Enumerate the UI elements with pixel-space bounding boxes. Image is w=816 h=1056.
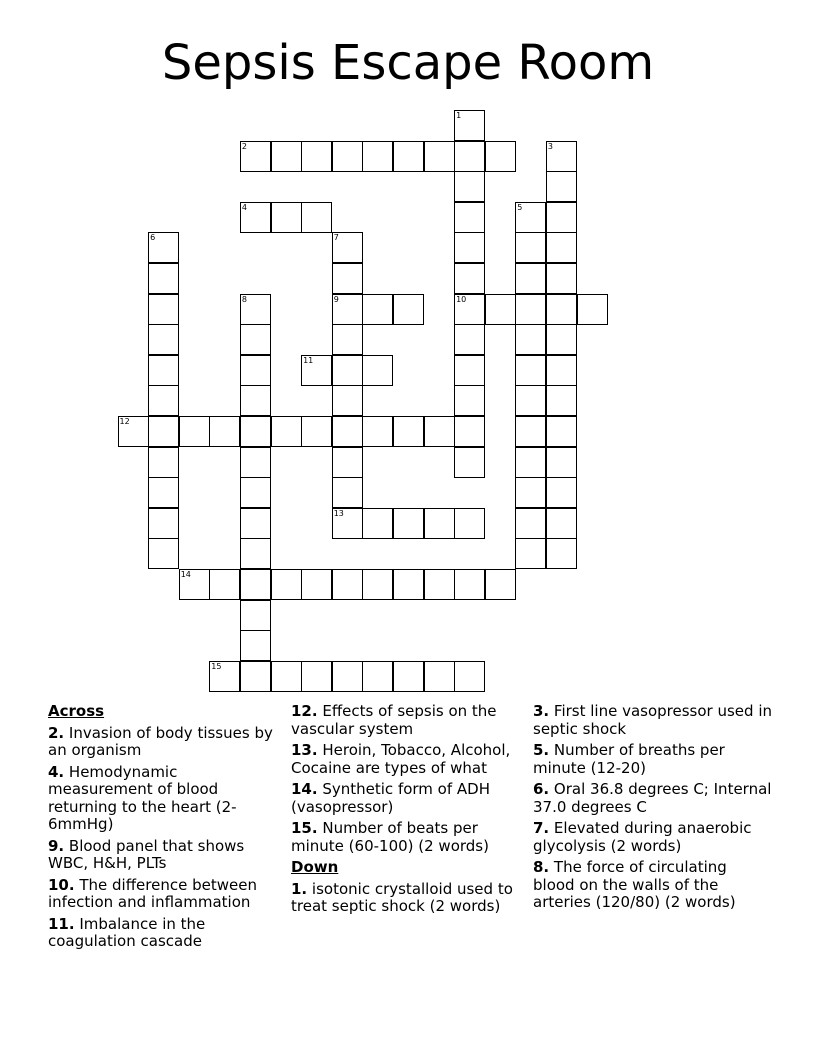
grid-cell[interactable] (424, 508, 455, 539)
grid-cell[interactable] (546, 324, 577, 355)
grid-cell[interactable] (454, 294, 485, 325)
grid-cell[interactable] (546, 385, 577, 416)
clue-number-label: 15 (211, 661, 222, 671)
grid-cell[interactable] (362, 416, 393, 447)
clue-text: Number of beats per minute (60-100) (2 words) (291, 819, 489, 855)
grid-cell[interactable] (515, 294, 546, 325)
grid-cell[interactable] (454, 141, 485, 172)
grid-cell[interactable] (485, 294, 516, 325)
clue-column-1 (48, 703, 280, 955)
grid-cell[interactable] (148, 232, 179, 263)
grid-cell[interactable] (454, 661, 485, 692)
grid-cell[interactable] (209, 569, 240, 600)
clue-number: 9. (48, 836, 65, 855)
clue-number-label: 9 (333, 294, 339, 304)
grid-cell[interactable] (515, 263, 546, 294)
grid-cell[interactable] (240, 447, 271, 478)
grid-cell[interactable] (546, 232, 577, 263)
grid-cell[interactable] (546, 447, 577, 478)
grid-cell[interactable] (332, 263, 363, 294)
clue-across-2 (48, 725, 280, 760)
clue-text: Synthetic form of ADH (vasopressor) (291, 780, 491, 816)
grid-cell[interactable] (332, 141, 363, 172)
clue-number-label: 7 (333, 233, 339, 243)
grid-cell[interactable] (332, 569, 363, 600)
clue-number: 1. (291, 879, 308, 898)
clue-down-6 (533, 781, 773, 816)
clue-text: First line vasopressor used in septic shock (533, 702, 773, 738)
grid-cell[interactable] (332, 385, 363, 416)
clue-number-label: 14 (180, 570, 191, 579)
grid-cell[interactable] (393, 569, 424, 600)
grid-cell[interactable] (240, 630, 271, 661)
grid-cell[interactable] (424, 141, 455, 172)
grid-cell[interactable] (240, 324, 271, 355)
grid-cell[interactable] (393, 508, 424, 539)
clue-number: 15. (291, 819, 318, 837)
clue-down-3 (533, 703, 773, 738)
grid-cell[interactable] (271, 569, 302, 600)
clue-text: Heroin, Tobacco, Alcohol, Cocaine are types of what (291, 741, 511, 777)
grid-cell[interactable] (362, 661, 393, 692)
clue-across-10 (48, 877, 280, 912)
grid-cell[interactable] (515, 385, 546, 416)
clue-number: 7. (533, 819, 550, 837)
grid-cell[interactable] (332, 508, 363, 539)
clue-column-2 (291, 703, 519, 920)
grid-cell[interactable] (393, 294, 424, 325)
grid-cell[interactable] (179, 416, 210, 447)
clue-number-label: 13 (333, 508, 344, 518)
grid-cell[interactable] (240, 569, 271, 600)
grid-cell[interactable] (148, 294, 179, 325)
grid-cell[interactable] (301, 569, 332, 600)
clue-down-7 (533, 820, 773, 855)
grid-cell[interactable] (454, 508, 485, 539)
grid-cell[interactable] (393, 416, 424, 447)
grid-cell[interactable] (118, 416, 149, 447)
grid-cell[interactable] (424, 661, 455, 692)
grid-cell[interactable] (454, 263, 485, 294)
clue-text: isotonic crystalloid used to treat septic shock (2 words) (291, 879, 513, 915)
clue-number: 2. (48, 723, 65, 742)
grid-cell[interactable] (240, 355, 271, 386)
grid-cell[interactable] (332, 232, 363, 263)
clue-text: Number of breaths per minute (12-20) (533, 741, 725, 777)
grid-cell[interactable] (546, 171, 577, 202)
clue-down-8 (533, 859, 773, 912)
clue-text: Imbalance in the coagulation cascade (48, 914, 206, 950)
clue-number-label: 11 (303, 355, 314, 365)
grid-cell[interactable] (454, 110, 485, 141)
grid-cell[interactable] (271, 141, 302, 172)
clue-across-11 (48, 916, 280, 951)
clue-number: 6. (533, 780, 550, 798)
grid-cell[interactable] (301, 416, 332, 447)
clue-number: 13. (291, 741, 318, 759)
grid-cell[interactable] (271, 202, 302, 233)
clue-text: Blood panel that shows WBC, H&H, PLTs (48, 836, 245, 872)
grid-cell[interactable] (515, 447, 546, 478)
grid-cell[interactable] (424, 569, 455, 600)
grid-cell[interactable] (546, 477, 577, 508)
grid-cell[interactable] (332, 661, 363, 692)
grid-cell[interactable] (148, 263, 179, 294)
grid-cell[interactable] (240, 294, 271, 325)
grid-cell[interactable] (454, 569, 485, 600)
grid-cell[interactable] (148, 355, 179, 386)
clue-across-15 (291, 820, 519, 855)
grid-cell[interactable] (240, 385, 271, 416)
grid-cell[interactable] (332, 294, 363, 325)
grid-cell[interactable] (179, 569, 210, 600)
grid-cell[interactable] (515, 355, 546, 386)
clue-number: 8. (533, 858, 550, 876)
page-title: Sepsis Escape Room (161, 35, 655, 91)
grid-cell[interactable] (271, 416, 302, 447)
clue-down-1 (291, 881, 519, 916)
grid-cell[interactable] (577, 294, 608, 325)
grid-cell[interactable] (362, 294, 393, 325)
grid-cell[interactable] (362, 508, 393, 539)
grid-cell[interactable] (209, 661, 240, 692)
clue-number: 4. (48, 762, 65, 781)
grid-cell[interactable] (301, 661, 332, 692)
grid-cell[interactable] (332, 324, 363, 355)
grid-cell[interactable] (546, 294, 577, 325)
grid-cell[interactable] (454, 355, 485, 386)
clue-down-5 (533, 742, 773, 777)
grid-cell[interactable] (546, 202, 577, 233)
grid-cell[interactable] (332, 447, 363, 478)
grid-cell[interactable] (301, 355, 332, 386)
grid-cell[interactable] (362, 141, 393, 172)
clue-number-label: 5 (517, 202, 523, 212)
clue-number-label: 4 (241, 202, 247, 212)
grid-cell[interactable] (515, 508, 546, 539)
grid-cell[interactable] (515, 477, 546, 508)
grid-cell[interactable] (148, 385, 179, 416)
grid-cell[interactable] (393, 141, 424, 172)
grid-cell[interactable] (240, 416, 271, 447)
grid-cell[interactable] (148, 447, 179, 478)
clue-number: 10. (48, 875, 75, 894)
grid-cell[interactable] (393, 661, 424, 692)
grid-cell[interactable] (148, 477, 179, 508)
clue-column-3 (533, 703, 773, 916)
grid-cell[interactable] (148, 324, 179, 355)
grid-cell[interactable] (546, 416, 577, 447)
clue-number-label: 2 (241, 141, 247, 151)
grid-cell[interactable] (454, 202, 485, 233)
grid-cell[interactable] (240, 508, 271, 539)
clue-number: 11. (48, 914, 75, 933)
clue-number-label: 3 (547, 141, 553, 151)
grid-cell[interactable] (424, 416, 455, 447)
clue-across-4 (48, 764, 280, 834)
grid-cell[interactable] (515, 232, 546, 263)
clue-text: Invasion of body tissues by an organism (48, 723, 273, 759)
grid-cell[interactable] (546, 355, 577, 386)
clue-number-label: 8 (241, 294, 247, 304)
grid-cell[interactable] (362, 569, 393, 600)
grid-cell[interactable] (240, 477, 271, 508)
clue-number: 3. (533, 702, 550, 720)
clue-text: The force of circulating blood on the walls of the arteries (120/80) (2 words) (533, 858, 736, 911)
clue-number: 5. (533, 741, 550, 759)
clue-across-12 (291, 703, 519, 738)
grid-cell[interactable] (240, 661, 271, 692)
grid-cell[interactable] (332, 416, 363, 447)
clue-text: The difference between infection and inflammation (48, 875, 257, 911)
clue-number-label: 1 (456, 111, 462, 120)
grid-cell[interactable] (485, 141, 516, 172)
clue-text: Effects of sepsis on the vascular system (291, 702, 497, 738)
clue-number-label: 6 (150, 233, 156, 243)
clue-text: Elevated during anaerobic glycolysis (2 words) (533, 819, 752, 855)
grid-cell[interactable] (240, 538, 271, 569)
clue-number-label: 12 (119, 417, 130, 426)
grid-cell[interactable] (546, 141, 577, 172)
grid-cell[interactable] (240, 202, 271, 233)
grid-cell[interactable] (515, 416, 546, 447)
down-heading: Down (291, 858, 339, 876)
grid-cell[interactable] (454, 447, 485, 478)
clue-across-13 (291, 742, 519, 777)
grid-cell[interactable] (148, 538, 179, 569)
grid-cell[interactable] (332, 477, 363, 508)
grid-cell[interactable] (148, 508, 179, 539)
grid-cell[interactable] (546, 508, 577, 539)
clue-text: Oral 36.8 degrees C; Internal 37.0 degrees C (533, 780, 772, 816)
grid-cell[interactable] (454, 232, 485, 263)
grid-cell[interactable] (271, 661, 302, 692)
grid-cell[interactable] (546, 263, 577, 294)
grid-cell[interactable] (301, 202, 332, 233)
grid-cell[interactable] (362, 355, 393, 386)
grid-cell[interactable] (515, 202, 546, 233)
clue-across-9 (48, 838, 280, 873)
clue-number: 14. (291, 780, 318, 798)
grid-cell[interactable] (485, 569, 516, 600)
grid-cell[interactable] (515, 324, 546, 355)
grid-cell[interactable] (148, 416, 179, 447)
grid-cell[interactable] (332, 355, 363, 386)
across-heading: Across (48, 702, 105, 720)
grid-cell[interactable] (454, 171, 485, 202)
grid-cell[interactable] (546, 538, 577, 569)
grid-cell[interactable] (454, 416, 485, 447)
clue-across-14 (291, 781, 519, 816)
grid-cell[interactable] (454, 324, 485, 355)
clue-number: 12. (291, 702, 318, 720)
grid-cell[interactable] (515, 538, 546, 569)
grid-cell[interactable] (301, 141, 332, 172)
grid-cell[interactable] (454, 385, 485, 416)
grid-cell[interactable] (240, 141, 271, 172)
clue-number-label: 10 (456, 294, 467, 304)
clue-text: Hemodynamic measurement of blood returning to the heart (2-6mmHg) (48, 762, 237, 833)
grid-cell[interactable] (209, 416, 240, 447)
grid-cell[interactable] (240, 600, 271, 631)
